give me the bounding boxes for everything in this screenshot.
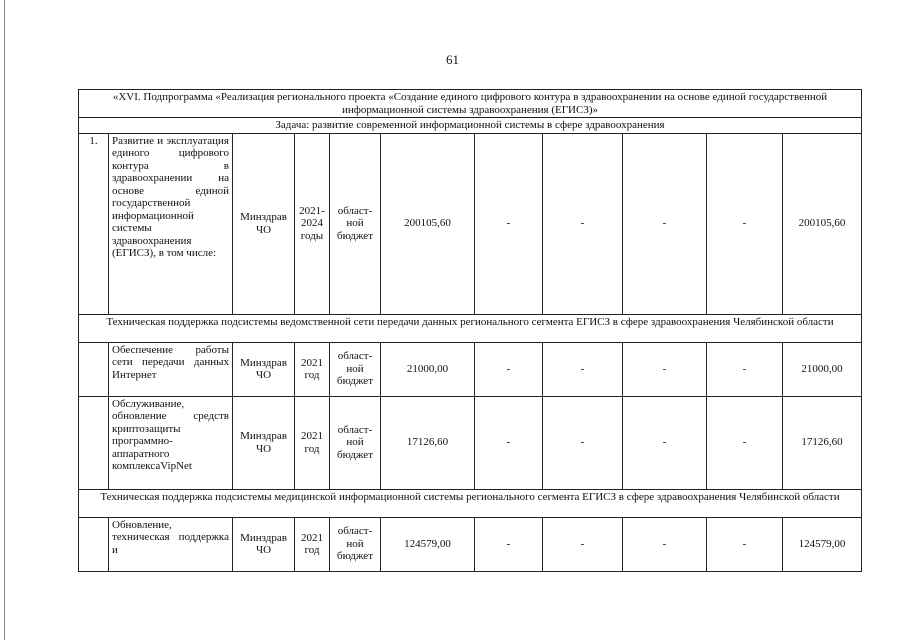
period: 2021 год (295, 396, 330, 489)
amount-2022: - (475, 342, 543, 396)
amount-2022: - (475, 133, 543, 314)
amount-2021: 21000,00 (381, 342, 475, 396)
amount-2024: - (623, 342, 707, 396)
executor: Минздрав ЧО (233, 396, 295, 489)
amount-2023: - (543, 342, 623, 396)
amount-2025: - (707, 342, 783, 396)
funding-source: област-ной бюджет (330, 396, 381, 489)
amount-total: 17126,60 (783, 396, 862, 489)
measure-name: Обслуживание, обновление средств криптозащиты программно-аппаратного комплексаVipNet (109, 396, 233, 489)
table-row-internet (79, 342, 862, 396)
section-title-network: Техническая поддержка подсистемы ведомственной сети передачи данных регионального сегмента ЕГИСЗ в сфере здравоохранения Челябинской области (79, 314, 862, 342)
amount-2021: 17126,60 (381, 396, 475, 489)
amount-2021: 124579,00 (381, 517, 475, 571)
amount-2023: - (543, 396, 623, 489)
amount-2023: - (543, 517, 623, 571)
amount-total: 200105,60 (783, 133, 862, 314)
period: 2021 год (295, 342, 330, 396)
period: 2021 год (295, 517, 330, 571)
period: 2021-2024 годы (295, 133, 330, 314)
amount-total: 124579,00 (783, 517, 862, 571)
row-number: 1. (79, 133, 109, 314)
executor: Минздрав ЧО (233, 133, 295, 314)
section-row-network (79, 314, 862, 342)
amount-2023: - (543, 133, 623, 314)
table-row-main (79, 133, 862, 314)
section-title-mis: Техническая поддержка подсистемы медицинской информационной системы регионального сегмента ЕГИСЗ в сфере здравоохранения Челябинской области (79, 489, 862, 517)
row-number (79, 517, 109, 571)
executor: Минздрав ЧО (233, 517, 295, 571)
executor: Минздрав ЧО (233, 342, 295, 396)
amount-2025: - (707, 396, 783, 489)
row-number (79, 396, 109, 489)
measure-name: Обновление, техническая поддержка и (109, 517, 233, 571)
funding-source: област-ной бюджет (330, 133, 381, 314)
amount-2025: - (707, 133, 783, 314)
amount-2024: - (623, 133, 707, 314)
budget-table (78, 89, 862, 572)
funding-source: област-ной бюджет (330, 342, 381, 396)
table-row-vipnet (79, 396, 862, 489)
funding-source: област-ной бюджет (330, 517, 381, 571)
amount-2022: - (475, 517, 543, 571)
margin-rule (4, 0, 5, 640)
subprogram-title-row (79, 90, 862, 118)
amount-2024: - (623, 396, 707, 489)
task-row (79, 118, 862, 134)
amount-2025: - (707, 517, 783, 571)
measure-name: Обеспечение работы сети передачи данных Интернет (109, 342, 233, 396)
amount-total: 21000,00 (783, 342, 862, 396)
task-title: Задача: развитие современной информационной системы в сфере здравоохранения (79, 118, 862, 134)
amount-2024: - (623, 517, 707, 571)
subprogram-title: «XVI. Подпрограмма «Реализация регионального проекта «Создание единого цифрового контура в здравоохранении на основе единой государственной информационной системы здравоохранения (ЕГИСЗ)» (79, 90, 862, 118)
table-row-update (79, 517, 862, 571)
row-number (79, 342, 109, 396)
page-number: 61 (446, 52, 459, 67)
section-row-mis (79, 489, 862, 517)
amount-2022: - (475, 396, 543, 489)
measure-name: Развитие и эксплуатация единого цифрового контура в здравоохранении на основе единой государственной информационной системы здравоохранения (ЕГИСЗ), в том числе: (109, 133, 233, 314)
amount-2021: 200105,60 (381, 133, 475, 314)
